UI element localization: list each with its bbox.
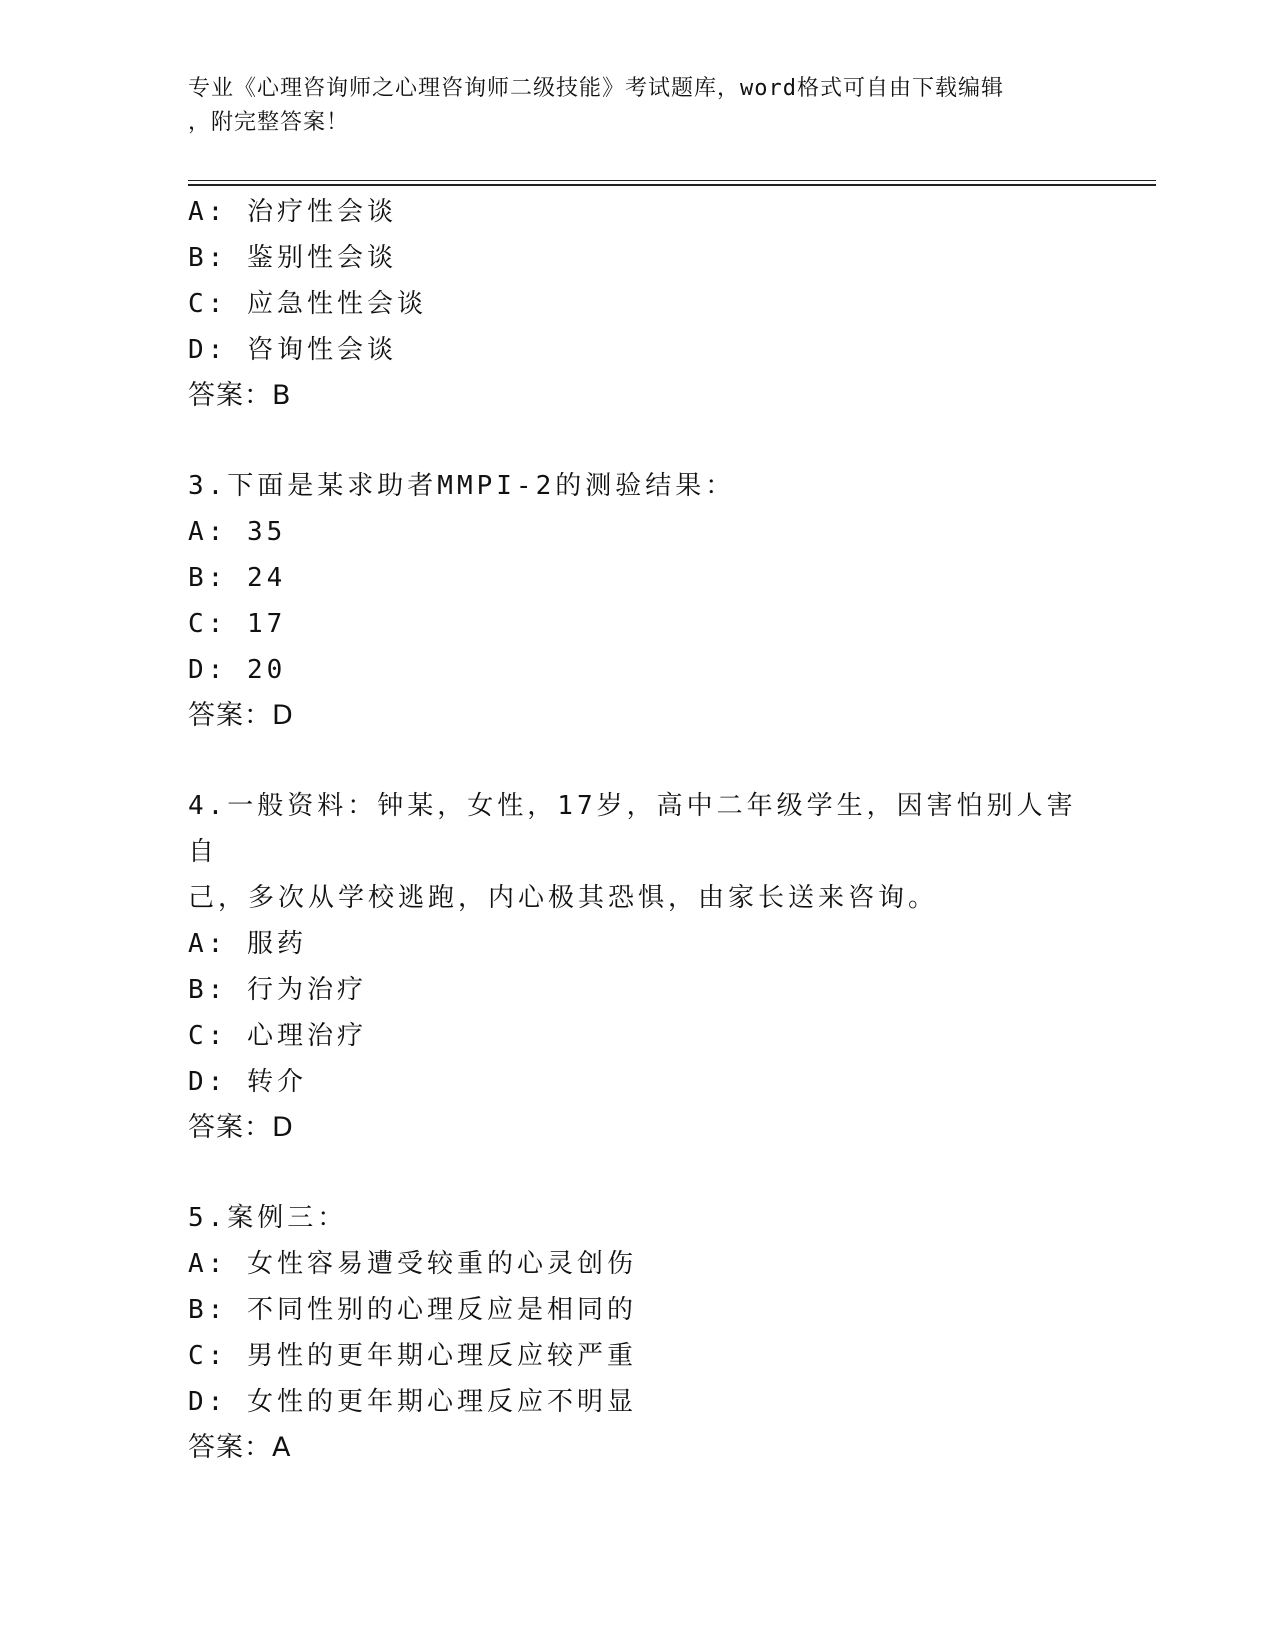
- question-4-stem-line-1: 4.一般资料：钟某，女性，17岁，高中二年级学生，因害怕别人害自: [188, 791, 1077, 867]
- question-3-option-a: A: 35: [188, 517, 287, 547]
- header-divider-thick: [188, 184, 1156, 186]
- question-5-stem: 5.案例三：: [188, 1203, 348, 1233]
- question-4-answer: 答案：D: [188, 1112, 294, 1143]
- question-5-option-b: B: 不同性别的心理反应是相同的: [188, 1295, 637, 1325]
- question-2-option-b: B: 鉴别性会谈: [188, 243, 397, 273]
- question-5-option-c: C: 男性的更年期心理反应较严重: [188, 1341, 637, 1371]
- spacer: [188, 739, 1088, 783]
- question-2-answer: 答案：B: [188, 380, 292, 411]
- question-3-answer: 答案：D: [188, 700, 294, 731]
- header-line-2: ，附完整答案！: [188, 110, 350, 135]
- question-2-option-d: D: 咨询性会谈: [188, 335, 397, 365]
- question-2-option-c: C: 应急性性会谈: [188, 289, 427, 319]
- question-list: [188, 189, 1088, 1471]
- question-4-option-c: C: 心理治疗: [188, 1021, 367, 1051]
- question-2-option-a: A: 治疗性会谈: [188, 197, 397, 227]
- question-4-option-b: B: 行为治疗: [188, 975, 367, 1005]
- question-3-stem: 3.下面是某求助者MMPI-2的测验结果：: [188, 471, 736, 501]
- question-3-option-d: D: 20: [188, 655, 287, 685]
- question-3-block: [188, 463, 1088, 739]
- header-divider-thin: [188, 180, 1156, 181]
- spacer: [188, 419, 1088, 463]
- question-4-option-a: A: 服药: [188, 929, 307, 959]
- document-header: [188, 72, 1088, 140]
- question-4-stem-line-2: 己，多次从学校逃跑，内心极其恐惧，由家长送来咨询。: [188, 883, 939, 913]
- question-5-answer: 答案：A: [188, 1432, 292, 1463]
- question-5-option-d: D: 女性的更年期心理反应不明显: [188, 1387, 637, 1417]
- question-5-option-a: A: 女性容易遭受较重的心灵创伤: [188, 1249, 637, 1279]
- question-2-block: [188, 189, 1088, 419]
- question-4-option-d: D: 转介: [188, 1067, 307, 1097]
- header-line-1: 专业《心理咨询师之心理咨询师二级技能》考试题库，word格式可自由下载编辑: [188, 76, 1004, 101]
- question-4-block: [188, 783, 1088, 1151]
- question-3-option-b: B: 24: [188, 563, 287, 593]
- spacer: [188, 1151, 1088, 1195]
- question-5-block: [188, 1195, 1088, 1471]
- question-3-option-c: C: 17: [188, 609, 287, 639]
